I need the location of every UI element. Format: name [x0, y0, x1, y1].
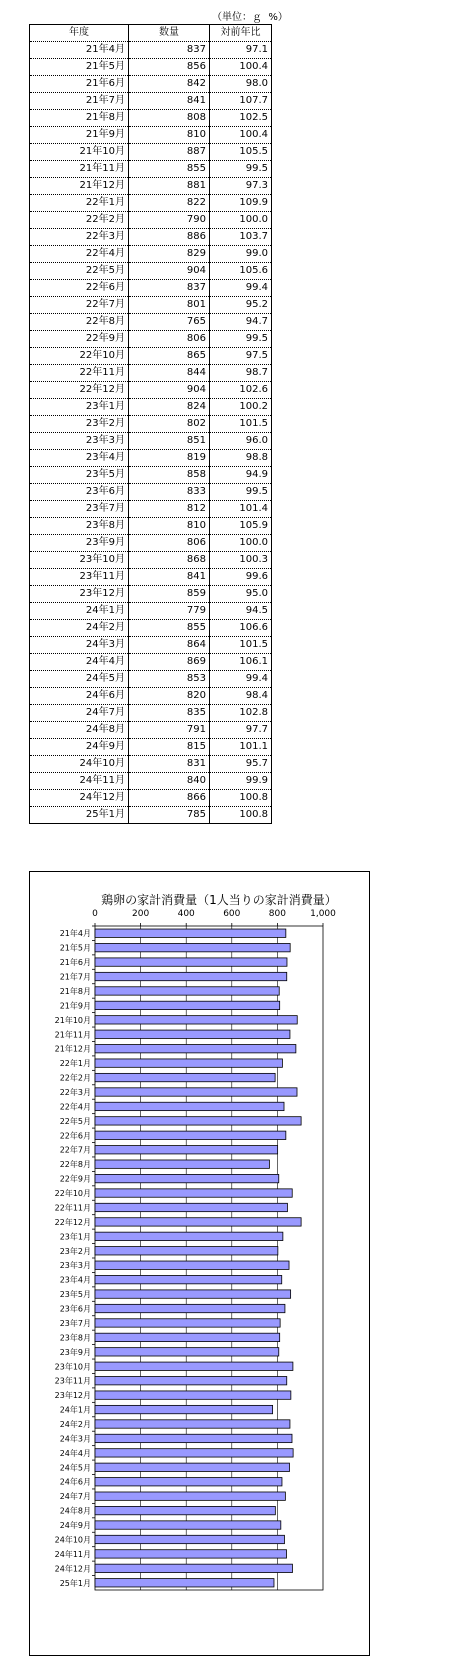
category-label: 23年9月	[59, 1347, 91, 1357]
quantity-cell: 802	[129, 416, 210, 433]
period-cell: 23年2月	[30, 416, 129, 433]
category-label: 22年5月	[59, 1116, 91, 1126]
table-row	[30, 59, 272, 76]
yoy-cell: 102.5	[210, 110, 272, 127]
period-cell: 22年10月	[30, 348, 129, 365]
quantity-cell: 841	[129, 569, 210, 586]
bar	[95, 1535, 284, 1543]
header-period: 年度	[30, 25, 129, 42]
yoy-cell: 98.4	[210, 688, 272, 705]
table-row	[30, 195, 272, 212]
quantity-cell: 881	[129, 178, 210, 195]
table-row	[30, 280, 272, 297]
yoy-cell: 100.2	[210, 399, 272, 416]
quantity-cell: 855	[129, 161, 210, 178]
yoy-cell: 97.7	[210, 722, 272, 739]
period-cell: 23年4月	[30, 450, 129, 467]
category-label: 24年3月	[59, 1434, 91, 1444]
table-row	[30, 178, 272, 195]
table-row	[30, 807, 272, 824]
period-cell: 22年6月	[30, 280, 129, 297]
period-cell: 23年10月	[30, 552, 129, 569]
quantity-cell: 837	[129, 42, 210, 59]
table-row	[30, 688, 272, 705]
table-row	[30, 365, 272, 382]
category-label: 23年3月	[59, 1261, 91, 1271]
period-cell: 22年3月	[30, 229, 129, 246]
category-label: 21年11月	[54, 1030, 91, 1040]
table-row	[30, 671, 272, 688]
bar	[95, 1117, 301, 1125]
yoy-cell: 103.7	[210, 229, 272, 246]
period-cell: 23年5月	[30, 467, 129, 484]
period-cell: 22年5月	[30, 263, 129, 280]
category-label: 24年1月	[59, 1405, 91, 1415]
period-cell: 23年3月	[30, 433, 129, 450]
yoy-cell: 99.6	[210, 569, 272, 586]
yoy-cell: 109.9	[210, 195, 272, 212]
category-label: 21年5月	[59, 943, 91, 953]
chart-panel	[29, 871, 370, 1656]
bar	[95, 1030, 290, 1038]
x-tick-label: 200	[132, 909, 150, 919]
yoy-cell: 105.5	[210, 144, 272, 161]
table-body	[30, 42, 272, 824]
period-cell: 24年11月	[30, 773, 129, 790]
quantity-cell: 858	[129, 467, 210, 484]
yoy-cell: 94.7	[210, 314, 272, 331]
yoy-cell: 99.0	[210, 246, 272, 263]
bar	[95, 1550, 287, 1558]
bar	[95, 1506, 275, 1514]
bar	[95, 1261, 289, 1269]
period-cell: 23年6月	[30, 484, 129, 501]
bar	[95, 987, 279, 995]
yoy-cell: 94.5	[210, 603, 272, 620]
yoy-cell: 106.6	[210, 620, 272, 637]
yoy-cell: 98.7	[210, 365, 272, 382]
quantity-cell: 837	[129, 280, 210, 297]
bar	[95, 1319, 280, 1327]
quantity-cell: 864	[129, 637, 210, 654]
quantity-cell: 801	[129, 297, 210, 314]
category-label: 24年4月	[59, 1448, 91, 1458]
bar	[95, 1290, 291, 1298]
table-row	[30, 637, 272, 654]
table-row	[30, 212, 272, 229]
period-cell: 21年11月	[30, 161, 129, 178]
bar	[95, 1564, 292, 1572]
period-cell: 25年1月	[30, 807, 129, 824]
period-cell: 21年12月	[30, 178, 129, 195]
bar	[95, 1391, 291, 1399]
bar	[95, 1478, 282, 1486]
category-label: 22年2月	[59, 1073, 91, 1083]
yoy-cell: 97.3	[210, 178, 272, 195]
period-cell: 21年7月	[30, 93, 129, 110]
quantity-cell: 856	[129, 59, 210, 76]
category-label: 24年11月	[54, 1549, 91, 1559]
bar	[95, 1405, 273, 1413]
x-tick-label: 1,000	[310, 909, 336, 919]
category-label: 22年12月	[54, 1217, 91, 1227]
category-label: 24年7月	[59, 1492, 91, 1502]
period-cell: 24年4月	[30, 654, 129, 671]
period-cell: 24年12月	[30, 790, 129, 807]
quantity-cell: 869	[129, 654, 210, 671]
period-cell: 23年8月	[30, 518, 129, 535]
category-label: 23年8月	[59, 1333, 91, 1343]
bar	[95, 1362, 293, 1370]
bar	[95, 1016, 297, 1024]
bar	[95, 1160, 269, 1168]
yoy-cell: 100.8	[210, 807, 272, 824]
yoy-cell: 99.9	[210, 773, 272, 790]
bar	[95, 958, 287, 966]
table-row	[30, 42, 272, 59]
category-label: 22年1月	[59, 1059, 91, 1069]
table-header-row	[30, 25, 272, 42]
category-label: 24年10月	[54, 1535, 91, 1545]
bar	[95, 1247, 278, 1255]
table-row	[30, 518, 272, 535]
bar	[95, 1304, 285, 1312]
bar	[95, 1420, 290, 1428]
quantity-cell: 904	[129, 263, 210, 280]
category-label: 22年9月	[59, 1174, 91, 1184]
quantity-cell: 841	[129, 93, 210, 110]
period-cell: 22年11月	[30, 365, 129, 382]
bar	[95, 1275, 282, 1283]
period-cell: 24年9月	[30, 739, 129, 756]
table-row	[30, 467, 272, 484]
category-label: 21年9月	[59, 1001, 91, 1011]
yoy-cell: 95.7	[210, 756, 272, 773]
category-label: 22年10月	[54, 1189, 91, 1199]
category-label: 21年4月	[59, 929, 91, 939]
yoy-cell: 98.0	[210, 76, 272, 93]
table-row	[30, 76, 272, 93]
quantity-cell: 853	[129, 671, 210, 688]
yoy-cell: 99.4	[210, 671, 272, 688]
bar	[95, 943, 290, 951]
quantity-cell: 866	[129, 790, 210, 807]
table-row	[30, 331, 272, 348]
table-row	[30, 450, 272, 467]
yoy-cell: 100.4	[210, 127, 272, 144]
quantity-cell: 886	[129, 229, 210, 246]
yoy-cell: 98.8	[210, 450, 272, 467]
bar	[95, 1348, 279, 1356]
bar	[95, 1059, 282, 1067]
period-cell: 21年4月	[30, 42, 129, 59]
table-row	[30, 433, 272, 450]
chart-title: 鶏卵の家計消費量（1人当りの家計消費量）	[101, 893, 337, 907]
bar	[95, 929, 286, 937]
quantity-cell: 806	[129, 535, 210, 552]
table-row	[30, 144, 272, 161]
table-row	[30, 569, 272, 586]
quantity-cell: 833	[129, 484, 210, 501]
category-label: 23年5月	[59, 1290, 91, 1300]
table-row	[30, 348, 272, 365]
bar	[95, 1521, 281, 1529]
yoy-cell: 99.4	[210, 280, 272, 297]
quantity-cell: 790	[129, 212, 210, 229]
category-label: 23年6月	[59, 1304, 91, 1314]
bar	[95, 1001, 280, 1009]
table-row	[30, 382, 272, 399]
table-row	[30, 705, 272, 722]
category-label: 23年4月	[59, 1275, 91, 1285]
category-label: 24年2月	[59, 1420, 91, 1429]
quantity-cell: 831	[129, 756, 210, 773]
category-label: 21年12月	[54, 1044, 91, 1054]
table-row	[30, 586, 272, 603]
period-cell: 24年10月	[30, 756, 129, 773]
quantity-cell: 779	[129, 603, 210, 620]
yoy-cell: 95.2	[210, 297, 272, 314]
bar-chart	[30, 872, 369, 1655]
category-label: 23年2月	[59, 1246, 91, 1256]
quantity-cell: 868	[129, 552, 210, 569]
quantity-cell: 822	[129, 195, 210, 212]
period-cell: 22年8月	[30, 314, 129, 331]
yoy-cell: 102.8	[210, 705, 272, 722]
category-label: 24年6月	[59, 1477, 91, 1487]
bar	[95, 1463, 289, 1471]
period-cell: 22年2月	[30, 212, 129, 229]
period-cell: 23年12月	[30, 586, 129, 603]
bar	[95, 972, 287, 980]
data-table	[29, 24, 272, 824]
category-label: 24年8月	[59, 1506, 91, 1516]
category-label: 23年7月	[59, 1318, 91, 1328]
bar	[95, 1146, 278, 1154]
header-yoy: 対前年比	[210, 25, 272, 42]
yoy-cell: 100.0	[210, 212, 272, 229]
yoy-cell: 96.0	[210, 433, 272, 450]
period-cell: 22年4月	[30, 246, 129, 263]
quantity-cell: 820	[129, 688, 210, 705]
period-cell: 22年12月	[30, 382, 129, 399]
quantity-cell: 810	[129, 127, 210, 144]
period-cell: 23年7月	[30, 501, 129, 518]
quantity-cell: 865	[129, 348, 210, 365]
quantity-cell: 810	[129, 518, 210, 535]
category-label: 21年7月	[59, 972, 91, 982]
yoy-cell: 101.1	[210, 739, 272, 756]
quantity-cell: 808	[129, 110, 210, 127]
table-row	[30, 93, 272, 110]
x-tick-label: 800	[268, 909, 286, 919]
yoy-cell: 100.3	[210, 552, 272, 569]
bar	[95, 1045, 296, 1053]
period-cell: 24年3月	[30, 637, 129, 654]
bar	[95, 1102, 284, 1110]
bar	[95, 1189, 292, 1197]
header-quantity: 数量	[129, 25, 210, 42]
quantity-cell: 851	[129, 433, 210, 450]
yoy-cell: 101.5	[210, 637, 272, 654]
category-label: 23年12月	[54, 1391, 91, 1401]
bar	[95, 1073, 275, 1081]
table-row	[30, 484, 272, 501]
bar	[95, 1203, 287, 1211]
category-label: 22年7月	[59, 1145, 91, 1155]
table-row	[30, 263, 272, 280]
yoy-cell: 100.8	[210, 790, 272, 807]
yoy-cell: 99.5	[210, 161, 272, 178]
quantity-cell: 855	[129, 620, 210, 637]
quantity-cell: 812	[129, 501, 210, 518]
category-label: 23年11月	[54, 1376, 91, 1386]
x-tick-label: 0	[92, 909, 98, 919]
bar	[95, 1088, 297, 1096]
period-cell: 23年11月	[30, 569, 129, 586]
category-label: 24年9月	[59, 1521, 91, 1531]
quantity-cell: 842	[129, 76, 210, 93]
table-row	[30, 297, 272, 314]
period-cell: 24年6月	[30, 688, 129, 705]
quantity-cell: 887	[129, 144, 210, 161]
yoy-cell: 94.9	[210, 467, 272, 484]
table-row	[30, 161, 272, 178]
period-cell: 21年5月	[30, 59, 129, 76]
quantity-cell: 840	[129, 773, 210, 790]
table-row	[30, 535, 272, 552]
table-row	[30, 314, 272, 331]
period-cell: 22年9月	[30, 331, 129, 348]
period-cell: 21年8月	[30, 110, 129, 127]
yoy-cell: 101.4	[210, 501, 272, 518]
unit-label: （単位：ｇ %）	[212, 12, 288, 23]
table-row	[30, 620, 272, 637]
yoy-cell: 105.6	[210, 263, 272, 280]
yoy-cell: 99.5	[210, 484, 272, 501]
bar	[95, 1174, 279, 1182]
quantity-cell: 765	[129, 314, 210, 331]
category-label: 24年5月	[59, 1463, 91, 1473]
quantity-cell: 835	[129, 705, 210, 722]
period-cell: 24年7月	[30, 705, 129, 722]
quantity-cell: 824	[129, 399, 210, 416]
yoy-cell: 102.6	[210, 382, 272, 399]
category-label: 22年3月	[59, 1088, 91, 1097]
quantity-cell: 815	[129, 739, 210, 756]
quantity-cell: 819	[129, 450, 210, 467]
category-label: 21年6月	[59, 958, 91, 968]
yoy-cell: 106.1	[210, 654, 272, 671]
bar	[95, 1492, 285, 1500]
category-label: 22年11月	[54, 1203, 91, 1213]
period-cell: 21年10月	[30, 144, 129, 161]
bar	[95, 1579, 274, 1587]
period-cell: 22年7月	[30, 297, 129, 314]
quantity-cell: 844	[129, 365, 210, 382]
table-row	[30, 603, 272, 620]
yoy-cell: 95.0	[210, 586, 272, 603]
plot-area	[95, 926, 323, 1590]
category-label: 22年8月	[59, 1160, 91, 1170]
period-cell: 21年6月	[30, 76, 129, 93]
period-cell: 24年1月	[30, 603, 129, 620]
category-label: 21年10月	[54, 1015, 91, 1025]
table-row	[30, 399, 272, 416]
yoy-cell: 97.5	[210, 348, 272, 365]
table-row	[30, 246, 272, 263]
yoy-cell: 99.5	[210, 331, 272, 348]
bar	[95, 1131, 286, 1139]
table-row	[30, 756, 272, 773]
period-cell: 22年1月	[30, 195, 129, 212]
period-cell: 24年2月	[30, 620, 129, 637]
period-cell: 24年5月	[30, 671, 129, 688]
bar	[95, 1449, 293, 1457]
quantity-cell: 806	[129, 331, 210, 348]
quantity-cell: 904	[129, 382, 210, 399]
table-row	[30, 654, 272, 671]
x-tick-label: 400	[177, 909, 195, 919]
bar	[95, 1333, 280, 1341]
yoy-cell: 105.9	[210, 518, 272, 535]
period-cell: 23年1月	[30, 399, 129, 416]
quantity-cell: 829	[129, 246, 210, 263]
table-row	[30, 790, 272, 807]
bar	[95, 1434, 292, 1442]
yoy-cell: 100.4	[210, 59, 272, 76]
period-cell: 21年9月	[30, 127, 129, 144]
category-label: 22年6月	[59, 1131, 91, 1141]
table-row	[30, 722, 272, 739]
quantity-cell: 859	[129, 586, 210, 603]
quantity-cell: 785	[129, 807, 210, 824]
period-cell: 24年8月	[30, 722, 129, 739]
table-row	[30, 229, 272, 246]
table-row	[30, 110, 272, 127]
category-label: 24年12月	[54, 1564, 91, 1574]
table-row	[30, 501, 272, 518]
table-row	[30, 739, 272, 756]
category-label: 21年8月	[59, 986, 91, 996]
bar	[95, 1377, 287, 1385]
category-label: 22年4月	[59, 1102, 91, 1112]
x-tick-label: 600	[223, 909, 241, 919]
table-row	[30, 416, 272, 433]
bar	[95, 1218, 301, 1226]
period-cell: 23年9月	[30, 535, 129, 552]
table-row	[30, 552, 272, 569]
quantity-cell: 791	[129, 722, 210, 739]
yoy-cell: 97.1	[210, 42, 272, 59]
table-row	[30, 127, 272, 144]
yoy-cell: 100.0	[210, 535, 272, 552]
category-label: 25年1月	[59, 1578, 91, 1588]
category-label: 23年10月	[54, 1362, 91, 1372]
yoy-cell: 101.5	[210, 416, 272, 433]
table-row	[30, 773, 272, 790]
yoy-cell: 107.7	[210, 93, 272, 110]
category-label: 23年1月	[59, 1232, 91, 1242]
bar	[95, 1232, 283, 1240]
